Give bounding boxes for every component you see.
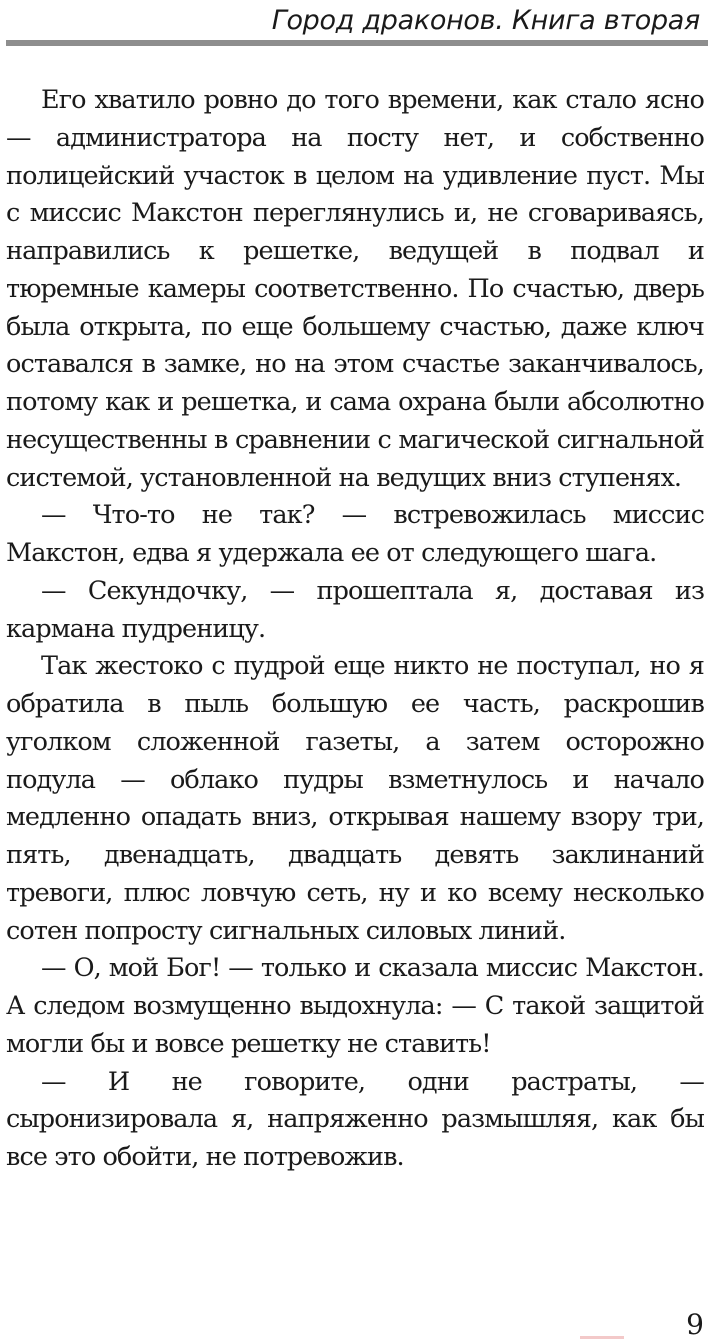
- page-edge-mark: [580, 1336, 624, 1339]
- paragraph: — Что-то не так? — встревожилась миссис Макстон, едва я удержала ее от следующего шага.: [6, 500, 704, 568]
- running-header: Город драконов. Книга вторая: [271, 5, 700, 36]
- paragraph: — Секундочку, — прошептала я, доставая из кармана пудреницу.: [6, 575, 704, 644]
- body-text: [6, 82, 704, 1177]
- page-number: 9: [686, 1308, 704, 1341]
- paragraph: — О, мой Бог! — только и сказала миссис Макстон. А следом возмущенно выдохнула: — С такой защитой могли бы и вовсе решетку не ставить!: [6, 953, 704, 1059]
- header-rule: [6, 40, 708, 46]
- paragraph: Его хватило ровно до того времени, как стало ясно — администратора на посту нет, и собственно полицейский участок в целом на удивление пуст. Мы с миссис Макстон переглянулись и, не сговариваясь, направились к решетке, ведущей в подвал и тюремные камеры соответственно. По счастью, дверь была открыта, по еще большему счастью, даже ключ оставался в замке, но на этом счастье заканчивалось, потому как и решетка, и сама охрана были абсолютно несущественны в сравнении с магической сигнальной системой, установленной на ведущих вниз ступенях.: [6, 85, 704, 493]
- paragraph: Так жестоко с пудрой еще никто не поступал, но я обратила в пыль большую ее часть, раскрошив уголком сложенной газеты, а затем осторожно подула — облако пудры взметнулось и начало медленно опадать вниз, открывая нашему взору три, пять, двенадцать, двадцать девять заклинаний тревоги, плюс ловчую сеть, ну и ко всему несколько сотен попросту сигнальных силовых линий.: [6, 651, 704, 946]
- paragraph: — И не говорите, одни растраты, — сыронизировала я, напряженно размышляя, как бы все это обойти, не потревожив.: [6, 1066, 704, 1172]
